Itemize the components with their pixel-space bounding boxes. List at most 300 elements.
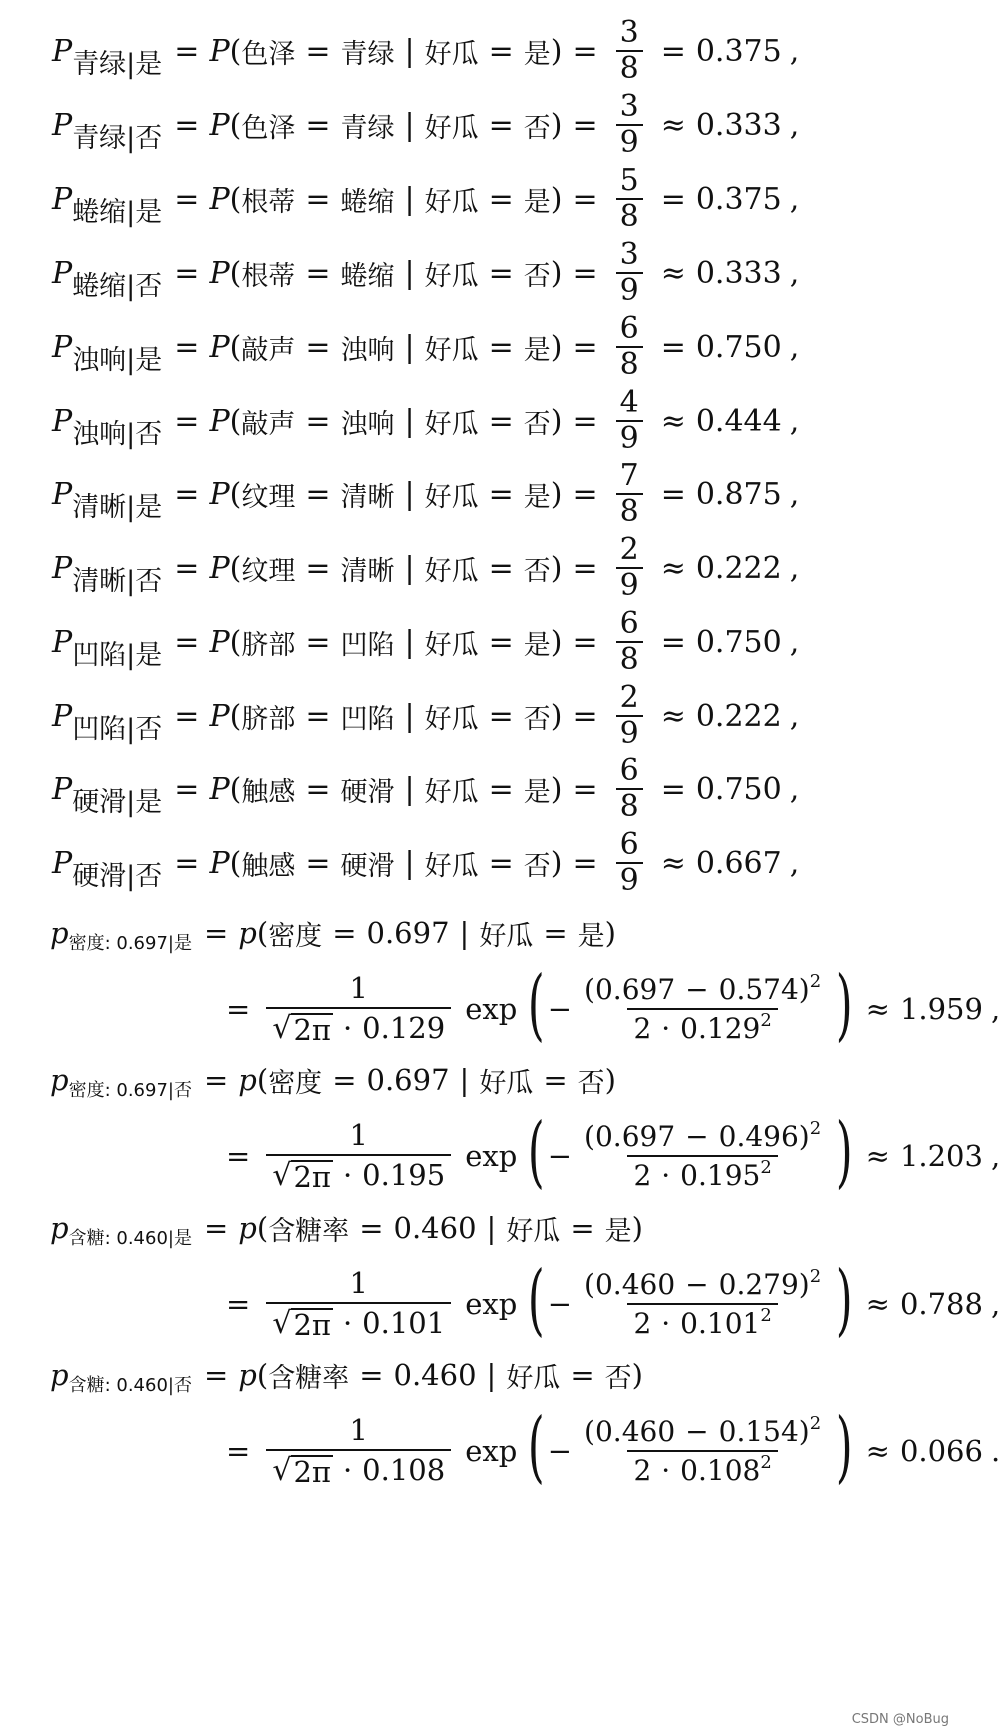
density-formula [216, 1106, 1000, 1206]
close-paren: ) [550, 107, 563, 143]
equals-sign: = [305, 845, 331, 881]
probability-row [52, 822, 799, 904]
prob-subscript: 凹陷|否 [72, 713, 163, 745]
given-bar: | [404, 624, 415, 660]
normalizer-numerator: 1 [349, 1265, 368, 1300]
density-header [50, 1052, 616, 1108]
result-value: 0.375 [695, 181, 782, 217]
density-symbol: p [50, 1358, 69, 1392]
close-paren: ) [604, 916, 616, 950]
minus-sign: − [547, 1139, 573, 1173]
fraction-denominator: 9 [616, 567, 643, 601]
end-punctuation: , [789, 624, 800, 660]
two-factor: 2 [633, 1012, 652, 1045]
attribute-value: 硬滑 [340, 776, 395, 808]
prob-subscript: 凹陷|是 [72, 639, 163, 671]
fraction-numerator: 2 [619, 680, 639, 715]
prob-function: P [209, 698, 230, 734]
prob-function: P [209, 33, 230, 69]
radicand: 2π [293, 1455, 331, 1489]
fraction-denominator: 8 [616, 788, 643, 822]
minus-sign: − [685, 1267, 709, 1301]
exponent-numerator [578, 970, 827, 1008]
result-value: 1.203 [899, 1139, 983, 1173]
equals-sign: = [488, 107, 514, 143]
result-value: 0.750 [695, 624, 782, 660]
two-factor: 2 [633, 1159, 652, 1192]
result-value: 1.959 [899, 992, 983, 1026]
normalizer-fraction [266, 970, 451, 1047]
normalizer-numerator: 1 [349, 970, 368, 1005]
open-paren: ( [229, 181, 242, 217]
attribute-name: 色泽 [241, 38, 296, 70]
end-punctuation: , [789, 181, 800, 217]
prob-symbol: P [52, 403, 73, 439]
equals-sign: = [305, 698, 331, 734]
fraction [616, 385, 643, 456]
open-paren: ( [229, 624, 242, 660]
attribute-name: 触感 [241, 776, 296, 808]
equals-sign: = [543, 1063, 568, 1097]
attribute-value: 0.460 [393, 1211, 477, 1245]
equals-sign: = [572, 403, 598, 439]
class-label: 好瓜 [424, 629, 479, 661]
equals-sign: = [488, 403, 514, 439]
open-paren: ( [584, 972, 595, 1006]
fraction [616, 163, 643, 234]
result-value: 0.875 [695, 476, 782, 512]
class-value: 否 [604, 1362, 632, 1394]
prob-function: P [209, 550, 230, 586]
fraction-denominator: 8 [616, 50, 643, 84]
given-bar: | [404, 845, 415, 881]
prob-symbol: P [52, 624, 73, 660]
square-exponent: 2 [809, 1265, 822, 1287]
equals-sign: = [174, 476, 200, 512]
probability-row [52, 158, 799, 240]
prob-subscript: 蜷缩|是 [72, 196, 163, 228]
prob-subscript: 青绿|是 [72, 48, 163, 80]
open-paren: ( [229, 33, 242, 69]
radical-sign: √ [272, 1453, 292, 1488]
attribute-value: 0.697 [366, 1063, 450, 1097]
open-paren: ( [229, 771, 242, 807]
times-dot: · [661, 1159, 671, 1192]
big-open-paren: ( [528, 1107, 545, 1197]
given-bar: | [459, 1063, 470, 1097]
std-dev: 0.129 [362, 1011, 446, 1045]
prob-function: P [209, 403, 230, 439]
end-punctuation: , [789, 771, 800, 807]
class-label: 好瓜 [506, 1362, 561, 1394]
exponent-denominator [627, 1008, 777, 1043]
class-label: 好瓜 [479, 1067, 534, 1099]
sqrt-symbol [272, 1013, 333, 1045]
prob-subscript: 清晰|是 [72, 491, 163, 523]
approx-sign: ≈ [865, 1139, 890, 1173]
exponent-denominator [627, 1450, 777, 1485]
density-symbol: p [50, 1063, 69, 1097]
class-value: 是 [523, 629, 551, 661]
square-exponent: 2 [809, 1412, 822, 1434]
normalizer-denominator [266, 1302, 451, 1340]
prob-symbol: P [52, 698, 73, 734]
exp-function: exp [465, 1434, 518, 1468]
equals-sign: = [174, 329, 200, 365]
fraction-denominator: 9 [616, 272, 643, 306]
end-punctuation: , [789, 698, 800, 734]
class-value: 是 [523, 776, 551, 808]
equals-sign: = [203, 1063, 229, 1097]
attribute-value: 青绿 [340, 38, 395, 70]
open-paren: ( [229, 329, 242, 365]
fraction [616, 532, 643, 603]
attribute-value: 凹陷 [340, 629, 395, 661]
normalizer-denominator [266, 1154, 451, 1192]
radicand: 2π [293, 1013, 331, 1047]
watermark: CSDN @NoBug [851, 1712, 949, 1727]
normalizer-fraction [266, 1412, 451, 1489]
given-bar: | [404, 698, 415, 734]
end-punctuation: , [789, 845, 800, 881]
attribute-name: 纹理 [241, 555, 296, 587]
exponent-numerator [578, 1265, 827, 1303]
close-paren: ) [550, 624, 563, 660]
equals-sign: = [488, 181, 514, 217]
result-value: 0.444 [695, 403, 782, 439]
open-paren: ( [256, 1358, 269, 1392]
equals-sign: = [305, 33, 331, 69]
fraction [616, 680, 643, 751]
times-dot: · [342, 1306, 353, 1340]
exp-function: exp [465, 992, 518, 1026]
end-punctuation: , [789, 107, 800, 143]
prob-function: P [209, 624, 230, 660]
sqrt-symbol [272, 1455, 333, 1487]
square-exponent: 2 [760, 1157, 772, 1178]
end-punctuation: , [990, 1139, 1000, 1173]
equals-sign: = [543, 916, 568, 950]
fraction [616, 827, 643, 898]
result-value: 0.750 [695, 771, 782, 807]
prob-symbol: P [52, 845, 73, 881]
exponent-fraction [578, 1412, 827, 1487]
approx-sign: ≈ [865, 992, 890, 1026]
result-value: 0.222 [695, 550, 782, 586]
attribute-value: 清晰 [340, 555, 395, 587]
fraction [616, 606, 643, 677]
given-bar: | [459, 916, 470, 950]
equals-sign: = [570, 1358, 595, 1392]
attribute-name: 色泽 [241, 112, 296, 144]
big-close-paren: ) [836, 1255, 853, 1345]
times-dot: · [342, 1158, 353, 1192]
open-paren: ( [584, 1267, 595, 1301]
close-paren: ) [550, 698, 563, 734]
probability-row [52, 380, 799, 462]
attribute-name: 含糖率 [268, 1215, 350, 1247]
attribute-value: 清晰 [340, 481, 395, 513]
open-paren: ( [256, 1211, 269, 1245]
density-function: p [238, 1358, 257, 1392]
big-close-paren: ) [836, 1107, 853, 1197]
times-dot: · [342, 1011, 353, 1045]
x-value: 0.697 [594, 1119, 676, 1153]
fraction-denominator: 9 [616, 862, 643, 896]
prob-function: P [209, 181, 230, 217]
attribute-value: 硬滑 [340, 850, 395, 882]
sqrt-symbol [272, 1308, 333, 1340]
exponent-denominator [627, 1303, 777, 1338]
std-dev: 0.101 [362, 1306, 446, 1340]
fraction-numerator: 6 [619, 606, 639, 641]
density-subscript: 含糖: 0.460|是 [68, 1228, 192, 1249]
relation-sign: = [660, 624, 686, 660]
attribute-name: 含糖率 [268, 1362, 350, 1394]
prob-symbol: P [52, 476, 73, 512]
attribute-name: 密度 [268, 1067, 323, 1099]
attribute-name: 脐部 [241, 703, 296, 735]
class-value: 是 [523, 334, 551, 366]
square-exponent: 2 [760, 1010, 772, 1031]
equals-sign: = [332, 916, 357, 950]
class-value: 是 [604, 1215, 632, 1247]
class-label: 好瓜 [424, 112, 479, 144]
class-label: 好瓜 [424, 776, 479, 808]
relation-sign: ≈ [660, 698, 686, 734]
close-paren: ) [631, 1211, 643, 1245]
fraction-denominator: 9 [616, 420, 643, 454]
prob-function: P [209, 329, 230, 365]
result-value: 0.667 [695, 845, 782, 881]
radical-sign: √ [272, 1306, 292, 1341]
density-formula [216, 1254, 1000, 1354]
class-label: 好瓜 [424, 260, 479, 292]
class-label: 好瓜 [424, 481, 479, 513]
class-value: 否 [523, 555, 551, 587]
close-paren: ) [550, 771, 563, 807]
mean-value: 0.154 [718, 1414, 799, 1448]
close-paren: ) [798, 1119, 810, 1153]
mean-value: 0.496 [718, 1119, 799, 1153]
class-label: 好瓜 [424, 38, 479, 70]
normalizer-fraction [266, 1117, 451, 1194]
fraction-numerator: 3 [619, 15, 639, 50]
relation-sign: = [660, 771, 686, 807]
minus-sign: − [685, 1119, 709, 1153]
equals-sign: = [488, 476, 514, 512]
probability-row [52, 675, 799, 757]
exp-function: exp [465, 1139, 518, 1173]
class-value: 是 [523, 38, 551, 70]
open-paren: ( [584, 1414, 595, 1448]
exponent-numerator [578, 1412, 827, 1450]
equals-sign: = [572, 771, 598, 807]
attribute-value: 浊响 [340, 408, 395, 440]
class-label: 好瓜 [424, 703, 479, 735]
prob-symbol: P [52, 33, 73, 69]
end-punctuation: , [990, 1287, 1000, 1321]
relation-sign: ≈ [660, 107, 686, 143]
class-value: 是 [577, 920, 605, 952]
equals-sign: = [203, 1358, 229, 1392]
given-bar: | [404, 107, 415, 143]
radicand: 2π [293, 1160, 331, 1194]
fraction-numerator: 3 [619, 237, 639, 272]
close-paren: ) [550, 181, 563, 217]
relation-sign: ≈ [660, 403, 686, 439]
relation-sign: ≈ [660, 255, 686, 291]
big-open-paren: ( [528, 1402, 545, 1492]
equals-sign: = [305, 329, 331, 365]
equals-sign: = [488, 624, 514, 660]
equals-sign: = [488, 550, 514, 586]
exponent-denominator [627, 1155, 777, 1190]
square-exponent: 2 [809, 1117, 822, 1139]
class-value: 否 [523, 703, 551, 735]
minus-sign: − [547, 1287, 573, 1321]
approx-sign: ≈ [865, 1434, 890, 1468]
close-paren: ) [550, 255, 563, 291]
equals-sign: = [488, 255, 514, 291]
close-paren: ) [798, 1414, 810, 1448]
times-dot: · [661, 1307, 671, 1340]
prob-subscript: 清晰|否 [72, 565, 163, 597]
prob-symbol: P [52, 771, 73, 807]
given-bar: | [404, 771, 415, 807]
relation-sign: = [660, 476, 686, 512]
normalizer-denominator [266, 1449, 451, 1487]
open-paren: ( [256, 1063, 269, 1097]
result-value: 0.066 [899, 1434, 983, 1468]
close-paren: ) [550, 403, 563, 439]
square-exponent: 2 [760, 1452, 772, 1473]
radicand: 2π [293, 1308, 331, 1342]
close-paren: ) [550, 550, 563, 586]
density-function: p [238, 1063, 257, 1097]
minus-sign: − [685, 972, 709, 1006]
equals-sign: = [572, 624, 598, 660]
prob-function: P [209, 107, 230, 143]
given-bar: | [486, 1211, 497, 1245]
attribute-value: 凹陷 [340, 703, 395, 735]
fraction [616, 311, 643, 382]
prob-function: P [209, 476, 230, 512]
square-exponent: 2 [760, 1305, 772, 1326]
equals-sign: = [570, 1211, 595, 1245]
fraction-numerator: 2 [619, 532, 639, 567]
equals-sign: = [226, 1139, 251, 1173]
relation-sign: ≈ [660, 550, 686, 586]
std-dev: 0.195 [362, 1158, 446, 1192]
minus-sign: − [547, 992, 573, 1026]
attribute-value: 蜷缩 [340, 260, 395, 292]
equals-sign: = [203, 916, 229, 950]
probability-row [52, 306, 799, 388]
equals-sign: = [174, 255, 200, 291]
result-value: 0.750 [695, 329, 782, 365]
fraction-denominator: 9 [616, 715, 643, 749]
x-value: 0.697 [594, 972, 676, 1006]
big-close-paren: ) [836, 1402, 853, 1492]
open-paren: ( [229, 845, 242, 881]
equals-sign: = [488, 771, 514, 807]
equals-sign: = [488, 845, 514, 881]
radical-sign: √ [272, 1011, 292, 1046]
std-dev: 0.108 [680, 1454, 761, 1487]
std-dev: 0.101 [680, 1307, 761, 1340]
probability-row [52, 232, 799, 314]
given-bar: | [404, 255, 415, 291]
end-punctuation: , [789, 550, 800, 586]
attribute-name: 根蒂 [241, 186, 296, 218]
equals-sign: = [305, 403, 331, 439]
given-bar: | [404, 550, 415, 586]
open-paren: ( [229, 476, 242, 512]
fraction-numerator: 3 [619, 89, 639, 124]
probability-row [52, 748, 799, 830]
close-paren: ) [798, 1267, 810, 1301]
given-bar: | [404, 33, 415, 69]
prob-function: P [209, 255, 230, 291]
prob-subscript: 硬滑|否 [72, 860, 163, 892]
prob-symbol: P [52, 329, 73, 365]
prob-symbol: P [52, 550, 73, 586]
equals-sign: = [305, 107, 331, 143]
two-factor: 2 [633, 1307, 652, 1340]
fraction-denominator: 8 [616, 346, 643, 380]
end-punctuation: . [990, 1434, 1000, 1468]
close-paren: ) [550, 33, 563, 69]
result-value: 0.375 [695, 33, 782, 69]
fraction-denominator: 8 [616, 198, 643, 232]
attribute-name: 纹理 [241, 481, 296, 513]
normalizer-fraction [266, 1265, 451, 1342]
equals-sign: = [174, 33, 200, 69]
attribute-value: 0.697 [366, 916, 450, 950]
class-label: 好瓜 [424, 408, 479, 440]
class-label: 好瓜 [424, 334, 479, 366]
prob-subscript: 蜷缩|否 [72, 270, 163, 302]
times-dot: · [661, 1454, 671, 1487]
equals-sign: = [174, 181, 200, 217]
equals-sign: = [332, 1063, 357, 1097]
equals-sign: = [226, 1434, 251, 1468]
class-value: 否 [523, 408, 551, 440]
equals-sign: = [174, 771, 200, 807]
density-formula [216, 1401, 1000, 1501]
open-paren: ( [229, 403, 242, 439]
class-value: 否 [523, 850, 551, 882]
result-value: 0.333 [695, 255, 782, 291]
open-paren: ( [229, 255, 242, 291]
prob-function: P [209, 845, 230, 881]
probability-row [52, 453, 799, 535]
fraction-numerator: 6 [619, 827, 639, 862]
big-open-paren: ( [528, 1255, 545, 1345]
normalizer-numerator: 1 [349, 1412, 368, 1447]
times-dot: · [661, 1012, 671, 1045]
mean-value: 0.574 [718, 972, 799, 1006]
relation-sign: ≈ [660, 845, 686, 881]
fraction-numerator: 4 [619, 385, 639, 420]
close-paren: ) [604, 1063, 616, 1097]
big-open-paren: ( [528, 960, 545, 1050]
attribute-name: 根蒂 [241, 260, 296, 292]
equals-sign: = [572, 476, 598, 512]
equals-sign: = [305, 624, 331, 660]
density-function: p [238, 916, 257, 950]
